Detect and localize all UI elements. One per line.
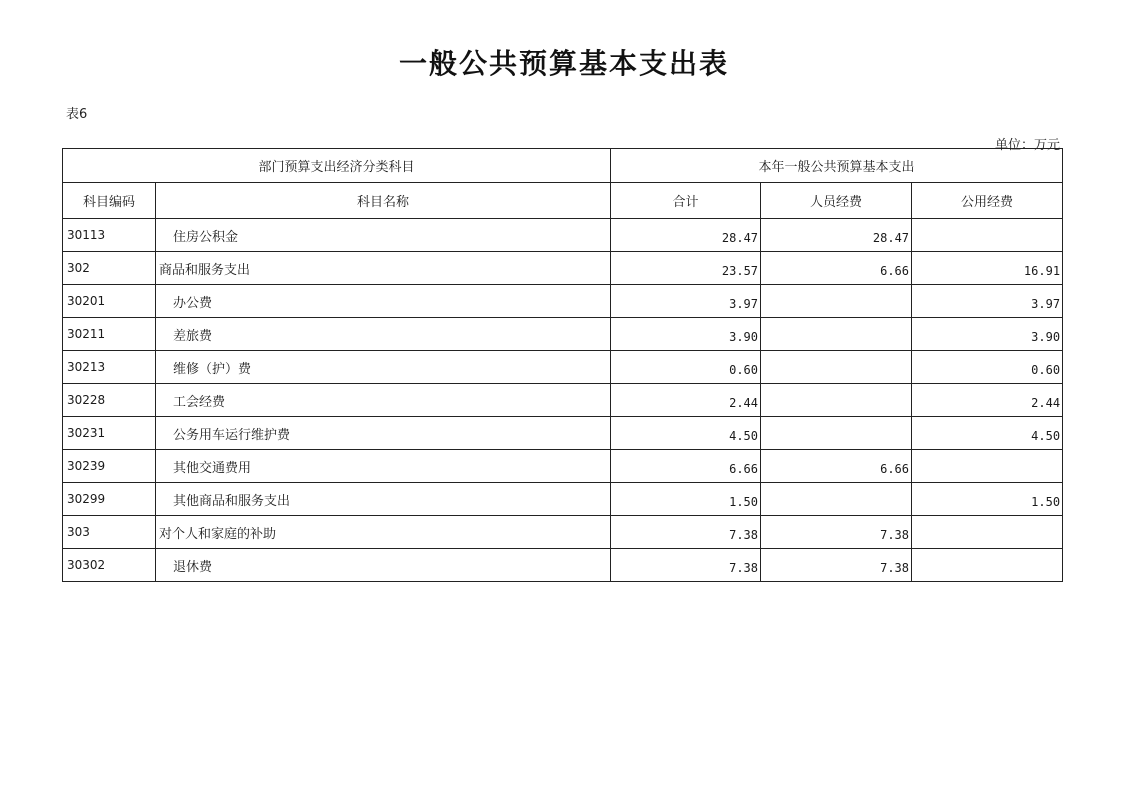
unit-label: 单位：万元 xyxy=(994,138,1060,153)
cell-name: 工会经费 xyxy=(156,384,611,417)
cell-total: 23.57 xyxy=(611,252,761,285)
table-row xyxy=(63,549,1063,582)
table-row xyxy=(63,318,1063,351)
table-row xyxy=(63,384,1063,417)
cell-code: 30299 xyxy=(63,483,156,516)
cell-total: 7.38 xyxy=(611,516,761,549)
table-number-label: 表6 xyxy=(66,107,88,122)
header-code: 科目编码 xyxy=(63,183,156,219)
header-public: 公用经费 xyxy=(912,183,1063,219)
budget-table xyxy=(62,148,1063,582)
cell-personnel xyxy=(761,285,912,318)
cell-code: 30231 xyxy=(63,417,156,450)
cell-name: 退休费 xyxy=(156,549,611,582)
cell-code: 30211 xyxy=(63,318,156,351)
cell-name: 住房公积金 xyxy=(156,219,611,252)
cell-personnel xyxy=(761,417,912,450)
cell-public: 2.44 xyxy=(912,384,1063,417)
table-row xyxy=(63,219,1063,252)
page-title: 一般公共预算基本支出表 xyxy=(398,47,729,80)
table-row xyxy=(63,285,1063,318)
cell-code: 30302 xyxy=(63,549,156,582)
cell-total: 2.44 xyxy=(611,384,761,417)
cell-personnel: 7.38 xyxy=(761,549,912,582)
cell-code: 303 xyxy=(63,516,156,549)
table-row xyxy=(63,252,1063,285)
header-personnel: 人员经费 xyxy=(761,183,912,219)
cell-total: 1.50 xyxy=(611,483,761,516)
cell-personnel xyxy=(761,318,912,351)
cell-total: 3.97 xyxy=(611,285,761,318)
cell-code: 30201 xyxy=(63,285,156,318)
cell-name: 其他商品和服务支出 xyxy=(156,483,611,516)
cell-personnel xyxy=(761,384,912,417)
cell-personnel: 7.38 xyxy=(761,516,912,549)
table-row xyxy=(63,516,1063,549)
cell-code: 302 xyxy=(63,252,156,285)
cell-personnel xyxy=(761,351,912,384)
cell-name: 其他交通费用 xyxy=(156,450,611,483)
table-row xyxy=(63,483,1063,516)
cell-total: 4.50 xyxy=(611,417,761,450)
cell-name: 维修（护）费 xyxy=(156,351,611,384)
cell-public xyxy=(912,549,1063,582)
header-name: 科目名称 xyxy=(156,183,611,219)
cell-code: 30113 xyxy=(63,219,156,252)
table-row xyxy=(63,450,1063,483)
cell-public xyxy=(912,450,1063,483)
table-row xyxy=(63,417,1063,450)
cell-code: 30228 xyxy=(63,384,156,417)
header-economic-classification: 部门预算支出经济分类科目 xyxy=(63,149,611,183)
cell-total: 3.90 xyxy=(611,318,761,351)
cell-personnel: 6.66 xyxy=(761,252,912,285)
cell-public xyxy=(912,219,1063,252)
cell-name: 对个人和家庭的补助 xyxy=(156,516,611,549)
cell-public: 1.50 xyxy=(912,483,1063,516)
cell-public xyxy=(912,516,1063,549)
cell-public: 4.50 xyxy=(912,417,1063,450)
cell-personnel xyxy=(761,483,912,516)
cell-code: 30239 xyxy=(63,450,156,483)
header-basic-expenditure: 本年一般公共预算基本支出 xyxy=(611,149,1063,183)
cell-name: 差旅费 xyxy=(156,318,611,351)
table-row xyxy=(63,351,1063,384)
cell-personnel: 28.47 xyxy=(761,219,912,252)
header-total: 合计 xyxy=(611,183,761,219)
cell-public: 0.60 xyxy=(912,351,1063,384)
cell-name: 办公费 xyxy=(156,285,611,318)
cell-name: 公务用车运行维护费 xyxy=(156,417,611,450)
cell-total: 28.47 xyxy=(611,219,761,252)
cell-public: 3.97 xyxy=(912,285,1063,318)
cell-personnel: 6.66 xyxy=(761,450,912,483)
cell-public: 3.90 xyxy=(912,318,1063,351)
cell-total: 7.38 xyxy=(611,549,761,582)
cell-name: 商品和服务支出 xyxy=(156,252,611,285)
cell-code: 30213 xyxy=(63,351,156,384)
cell-total: 0.60 xyxy=(611,351,761,384)
cell-total: 6.66 xyxy=(611,450,761,483)
cell-public: 16.91 xyxy=(912,252,1063,285)
